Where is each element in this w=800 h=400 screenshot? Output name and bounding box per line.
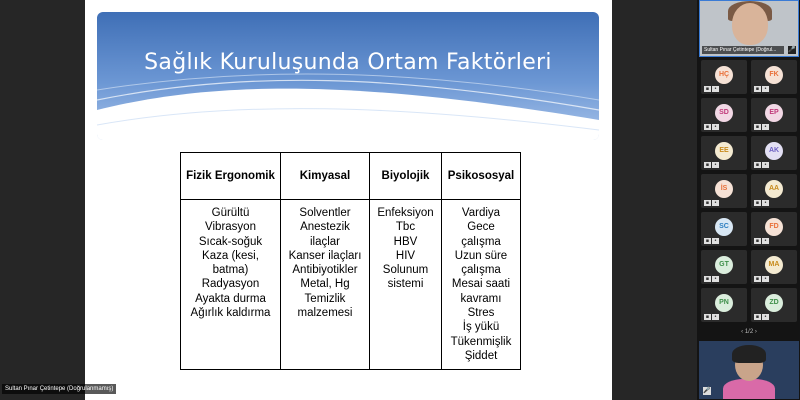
mic-muted-icon: •	[712, 86, 719, 92]
participant-avatar: FD	[765, 218, 783, 236]
banner-wave	[97, 70, 599, 140]
participant-avatar: AA	[765, 180, 783, 198]
mic-muted-icon: •	[712, 162, 719, 168]
cell-line: Vardiya	[461, 207, 501, 219]
camera-off-icon: ▪	[755, 124, 760, 130]
cell-line: Enfeksiyon	[377, 207, 434, 219]
participant-tile[interactable]	[701, 288, 747, 322]
presenter-video-name: Sultan Pınar Çetintepe (Doğrul...	[702, 46, 784, 54]
participant-tile[interactable]	[701, 250, 747, 284]
cell-line: Tbc	[395, 221, 416, 234]
participant-pager	[729, 326, 769, 338]
cell-line: Şiddet	[464, 349, 498, 362]
cell-line: Kanser ilaçları	[288, 249, 362, 262]
header-fizik-ergonomik: Fizik Ergonomik	[181, 153, 281, 200]
cell-line: HIV	[395, 249, 416, 262]
mic-muted-icon: •	[762, 276, 769, 282]
mic-muted-icon: •	[712, 238, 719, 244]
table-header-row	[181, 153, 521, 200]
participant-tile[interactable]	[701, 60, 747, 94]
cell-line: Ayakta durma	[195, 292, 266, 305]
participant-tile[interactable]	[751, 288, 797, 322]
participant-avatar: AK	[765, 142, 783, 160]
title-banner	[97, 12, 599, 140]
participant-video-tile[interactable]	[699, 341, 799, 399]
header-psikososyal: Psikososyal	[442, 153, 521, 200]
camera-off-icon: ▪	[755, 200, 760, 206]
participant-tile[interactable]	[701, 174, 747, 208]
cell-line: Radyasyon	[201, 278, 260, 291]
participant-tile[interactable]	[751, 98, 797, 132]
cell-line: malzemesi	[297, 307, 353, 320]
mic-muted-icon: •	[762, 162, 769, 168]
camera-off-icon: ▪	[755, 162, 760, 168]
participant-avatar: MA	[765, 256, 783, 274]
participant-avatar: SD	[715, 104, 733, 122]
cell-psikososyal	[442, 200, 521, 370]
camera-off-icon: ▪	[705, 124, 710, 130]
mic-muted-icon: •	[762, 238, 769, 244]
cell-line: Solventler	[299, 207, 351, 219]
cell-line: İş yükü	[462, 321, 500, 334]
participant-avatar: EP	[765, 104, 783, 122]
cell-line: Anestezik	[300, 221, 350, 234]
participant-hair	[732, 345, 766, 363]
camera-off-icon: ▪	[705, 276, 710, 282]
cell-fizik-ergonomik	[181, 200, 281, 370]
cell-line: Temizlik	[304, 292, 346, 305]
participant-avatar: İS	[715, 180, 733, 198]
cell-kimyasal	[281, 200, 370, 370]
mic-muted-icon: •	[762, 314, 769, 320]
participant-avatar: HÇ	[715, 66, 733, 84]
presenter-name-label: Sultan Pınar Çetintepe (Doğrulanmamış)	[2, 384, 116, 394]
cell-line: ilaçlar	[309, 235, 341, 248]
slide-title: Sağlık Kuruluşunda Ortam Faktörleri	[144, 50, 552, 75]
prev-page-button[interactable]: ‹	[741, 329, 744, 335]
presenter-face	[732, 3, 768, 45]
camera-off-icon: ▪	[755, 238, 760, 244]
cell-line: Gürültü	[211, 207, 250, 219]
mic-muted-icon: •	[712, 314, 719, 320]
camera-off-icon: ▪	[755, 314, 760, 320]
cell-line: Sıcak-soğuk	[198, 235, 263, 248]
participant-tile[interactable]	[751, 60, 797, 94]
participant-tile[interactable]	[751, 136, 797, 170]
mic-muted-icon: •	[762, 200, 769, 206]
participant-avatar: FK	[765, 66, 783, 84]
participant-avatar: GT	[715, 256, 733, 274]
cell-line: Antibiyotikler	[292, 264, 358, 277]
next-page-button[interactable]: ›	[754, 329, 757, 335]
participant-avatar: EE	[715, 142, 733, 160]
cell-biyolojik	[370, 200, 442, 370]
cell-line: Solunum	[382, 264, 429, 277]
participant-tile[interactable]	[751, 174, 797, 208]
mic-icon: 🎤	[788, 46, 796, 53]
cell-line: Tükenmişlik	[450, 335, 512, 348]
presentation-slide	[85, 0, 612, 400]
participant-avatar: SC	[715, 218, 733, 236]
participant-tile[interactable]	[701, 136, 747, 170]
participant-avatar: PN	[715, 294, 733, 312]
header-kimyasal: Kimyasal	[281, 153, 370, 200]
cell-line: Stres	[467, 307, 495, 320]
cell-line: Uzun süre	[454, 249, 508, 262]
camera-off-icon: ▪	[705, 238, 710, 244]
cell-line: HBV	[393, 235, 418, 248]
page-indicator: 1/2	[744, 329, 754, 335]
cell-line: Metal, Hg	[300, 278, 350, 291]
participant-tile[interactable]	[751, 212, 797, 246]
cell-line: Vibrasyon	[205, 221, 256, 234]
mic-icon: 🎤	[703, 387, 711, 394]
camera-off-icon: ▪	[705, 314, 710, 320]
camera-off-icon: ▪	[705, 162, 710, 168]
participant-body	[723, 379, 775, 399]
camera-off-icon: ▪	[705, 200, 710, 206]
cell-line: batma)	[212, 264, 249, 277]
participant-tile[interactable]	[701, 98, 747, 132]
participant-avatar: ZD	[765, 294, 783, 312]
cell-line: Ağırlık kaldırma	[190, 307, 271, 320]
cell-line: Mesai saati	[451, 278, 511, 291]
mic-muted-icon: •	[762, 124, 769, 130]
cell-line: kavramı	[460, 292, 502, 305]
camera-off-icon: ▪	[755, 86, 760, 92]
camera-off-icon: ▪	[705, 86, 710, 92]
participant-tile[interactable]	[701, 212, 747, 246]
cell-line: çalışma	[461, 264, 501, 277]
header-biyolojik: Biyolojik	[370, 153, 442, 200]
mic-muted-icon: •	[712, 124, 719, 130]
table-row	[181, 200, 521, 370]
mic-muted-icon: •	[712, 200, 719, 206]
participant-tile[interactable]	[751, 250, 797, 284]
factors-table	[180, 152, 521, 370]
camera-off-icon: ▪	[755, 276, 760, 282]
mic-muted-icon: •	[762, 86, 769, 92]
cell-line: Kaza (kesi,	[202, 249, 259, 262]
mic-muted-icon: •	[712, 276, 719, 282]
cell-line: sistemi	[387, 278, 424, 291]
presenter-video-tile[interactable]	[699, 0, 799, 57]
cell-line: çalışma	[461, 235, 501, 248]
cell-line: Gece	[467, 221, 495, 234]
